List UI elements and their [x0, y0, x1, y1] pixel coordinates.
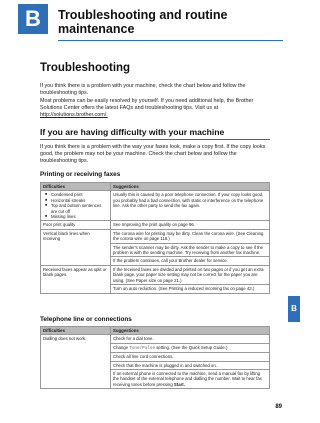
solutions-link[interactable]: http://solutions.brother.com/. [40, 112, 108, 118]
suggestion-cell [111, 370, 270, 389]
telephone-line-table [40, 326, 270, 389]
suggestion-cell: The sender's scanner may be dirty. Ask the sender to make a copy to see if the problem is with the sending machine. Try receiving from another fax machine. [111, 243, 270, 257]
intro-paragraph-2 [40, 98, 270, 119]
subsection-paragraph: If you think there is a problem with the way your faxes look, make a copy first. If the copy looks good, the problem may not be your machine. Check the chart below and follow the troubleshooting tips. [40, 144, 266, 164]
chapter-badge: B [18, 4, 48, 34]
suggestion-cell: If the problem continues, call your Brother dealer for service. [111, 257, 270, 265]
change-suffix: setting. (See the Quick Setup Guide.) [156, 344, 228, 350]
table-header-row [41, 183, 270, 191]
subsection-title: If you are having difficulty with your machine [40, 127, 225, 137]
table-row [41, 229, 270, 243]
page-number: 89 [275, 404, 282, 410]
difficulty-cell [41, 191, 111, 221]
table2-heading: Telephone line or connections [40, 316, 132, 323]
table-row [41, 191, 270, 221]
chapter-side-tab: B [288, 296, 300, 322]
column-header: Difficulties [41, 327, 111, 335]
suggestion-cell [111, 343, 270, 352]
manual-fax-text: If an external phone is connected to the machine, send a manual fax by lifting the handset of the external telephone and dialling the number. Wait to hear fax receiving tones before pressing [113, 371, 262, 387]
column-header: Difficulties [41, 183, 111, 191]
suggestion-cell: If the received faxes are divided and printed on two pages or if you get an extra blank page, your paper size setting may not be correct for the paper you are using. (See Paper size on page 21.) [111, 265, 270, 284]
tone-pulse-setting: Tone/Pulse [129, 345, 156, 351]
table-row [41, 335, 270, 343]
difficulty-cell: Poor print quality [41, 221, 111, 229]
list-item: ■ Horizontal streaks [51, 198, 108, 203]
table-row [41, 221, 270, 229]
table-row [41, 265, 270, 284]
suggestion-cell: Check that the machine is plugged in and switched on. [111, 361, 270, 369]
printing-faxes-table [40, 182, 270, 294]
suggestion-cell: See Improving the print quality on page 96. [111, 221, 270, 229]
table-header-row [41, 327, 270, 335]
suggestion-cell: The corona wire for printing may be dirty. Clean the corona wire. (See Cleaning the corona wire on page 118.) [111, 229, 270, 243]
column-header: Suggestions [111, 183, 270, 191]
suggestion-cell: Check for a dial tone. [111, 335, 270, 343]
suggestion-cell: Usually this is caused by a poor telephone connection. If your copy looks good, you probably had a bad connection, with static or interference on the telephone line. Ask the other party to send the fax again. [111, 191, 270, 221]
change-prefix: Change [113, 344, 129, 350]
difficulty-cell: Received faxes appear as split or blank pages. [41, 265, 111, 293]
difficulty-cell: Vertical black lines when receiving [41, 229, 111, 265]
difficulty-cell: Dialling does not work. [41, 335, 111, 389]
chapter-title: Troubleshooting and routine maintenance [58, 8, 228, 36]
list-item: ■ Condensed print [51, 192, 108, 197]
list-item: ■ Missing lines [51, 214, 108, 219]
intro-paragraph-2-text: Most problems can be easily resolved by yourself. If you need additional help, the Brother Solutions Center offers the latest FAQs and troubleshooting tips. Visit us at [40, 98, 254, 111]
intro-paragraph-1: If you think there is a problem with your machine, check the chart below and follow the troubleshooting tips. [40, 83, 246, 96]
header-divider [58, 40, 283, 41]
list-item: ■ Top and bottom sentences are cut off [51, 203, 108, 214]
section-title: Troubleshooting [40, 62, 131, 74]
difficulty-list [43, 192, 108, 219]
start-key-label: Start. [173, 381, 185, 387]
subsection-divider [40, 139, 270, 140]
suggestion-cell: Check all line cord connections. [111, 353, 270, 361]
suggestion-cell: Turn on auto reduction. (See Printing a reduced incoming fax on page 42.) [111, 285, 270, 293]
column-header: Suggestions [111, 327, 270, 335]
table1-heading: Printing or receiving faxes [40, 171, 121, 178]
